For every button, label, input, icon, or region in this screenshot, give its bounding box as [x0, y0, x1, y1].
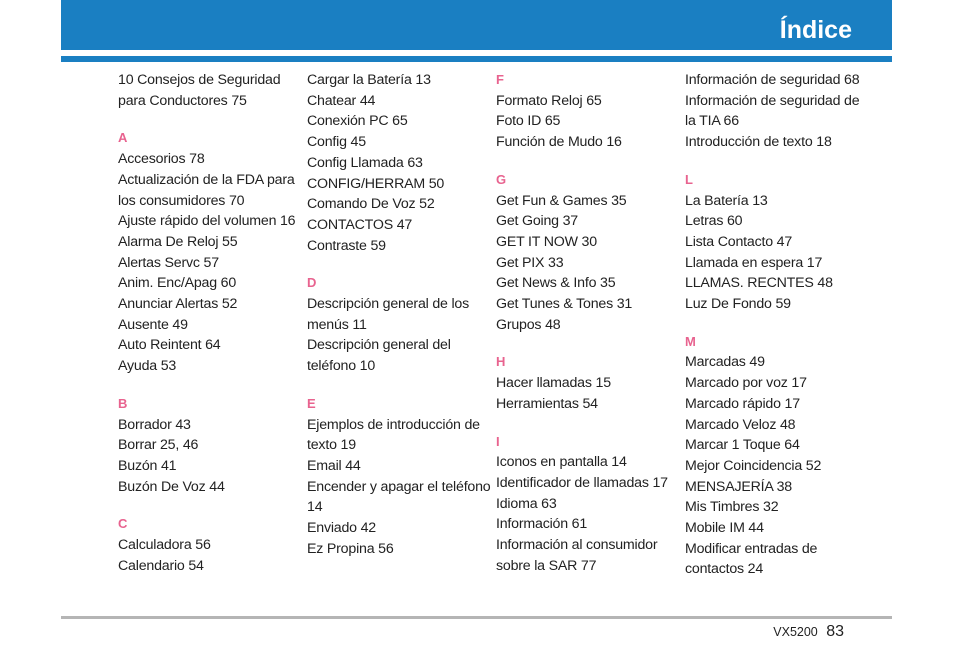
index-letter-heading: F — [496, 72, 504, 87]
index-entry: Email 44 — [307, 457, 361, 474]
index-letter-heading: C — [118, 516, 128, 532]
index-entry: Enviado 42 — [307, 520, 376, 537]
index-entry: Llamada en espera 17 — [685, 254, 823, 271]
index-letter-heading: B — [118, 395, 128, 411]
index-entry: Información 61 — [496, 516, 588, 533]
index-entry: Mobile IM 44 — [685, 520, 764, 537]
page-footer — [773, 623, 844, 641]
index-entry: Mis Timbres 32 — [685, 499, 779, 516]
index-entry: Auto Reintent 64 — [118, 337, 221, 354]
index-entry: Ez Propina 56 — [307, 540, 394, 557]
index-entry: Mejor Coincidencia 52 — [685, 457, 822, 474]
index-entry: Conexión PC 65 — [307, 113, 408, 130]
index-entry: Get PIX 33 — [496, 254, 564, 271]
index-entry: Buzón De Voz 44 — [118, 478, 225, 495]
index-letter-heading: D — [307, 275, 317, 291]
index-entry: Buzón 41 — [118, 457, 177, 474]
index-entry: Comando De Voz 52 — [307, 196, 435, 213]
index-entry: Función de Mudo 16 — [496, 134, 622, 151]
index-entry: Anim. Enc/Apag 60 — [118, 275, 237, 292]
index-entry: Config Llamada 63 — [307, 154, 423, 171]
index-letter-heading: A — [118, 130, 128, 146]
index-entry: Marcado por voz 17 — [685, 375, 807, 392]
index-entry: Borrar 25, 46 — [118, 437, 199, 454]
index-entry: Luz De Fondo 59 — [685, 296, 791, 313]
index-entry: Contraste 59 — [307, 237, 386, 254]
index-entry: La Batería 13 — [685, 192, 768, 209]
header-rule — [61, 56, 892, 62]
index-entry: Chatear 44 — [307, 92, 376, 109]
index-entry: Marcadas 49 — [685, 354, 765, 371]
index-entry: Alarma De Reloj 55 — [118, 233, 238, 250]
index-entry: Formato Reloj 65 — [496, 92, 602, 109]
index-entry: Información de seguridad de la TIA 66 — [685, 92, 860, 130]
index-entry: CONTACTOS 47 — [307, 216, 413, 233]
index-entry: Config 45 — [307, 134, 366, 151]
index-entry: Borrador 43 — [118, 416, 191, 433]
index-entry: Hacer llamadas 15 — [496, 375, 611, 392]
index-entry: Calculadora 56 — [118, 537, 211, 554]
index-entry: Lista Contacto 47 — [685, 233, 793, 250]
index-entry: GET IT NOW 30 — [496, 233, 597, 250]
index-entry: Get Fun & Games 35 — [496, 192, 627, 209]
index-entry: CONFIG/HERRAM 50 — [307, 175, 445, 192]
index-entry: 10 Consejos de Seguridad para Conductores 75 — [118, 72, 281, 109]
page-number: 83 — [826, 623, 844, 640]
index-entry: Ejemplos de introducción de texto 19 — [307, 416, 480, 454]
index-entry: Grupos 48 — [496, 316, 561, 333]
header-bar — [61, 0, 892, 50]
index-column-1 — [118, 70, 303, 576]
footer-rule — [61, 616, 892, 619]
index-entry: Cargar la Batería 13 — [307, 72, 431, 88]
index-entry: Foto ID 65 — [496, 113, 561, 130]
index-entry: Introducción de texto 18 — [685, 134, 832, 151]
index-entry: Accesorios 78 — [118, 151, 205, 168]
index-entry: Ajuste rápido del volumen 16 — [118, 213, 296, 230]
index-entry: Ayuda 53 — [118, 358, 177, 375]
index-entry: Descripción general del teléfono 10 — [307, 337, 451, 375]
model-name: VX5200 — [773, 625, 818, 639]
index-entry: Información de seguridad 68 — [685, 72, 860, 88]
index-entry: LLAMAS. RECNTES 48 — [685, 275, 833, 292]
index-letter-heading: I — [496, 433, 500, 449]
index-letter-heading: H — [496, 354, 506, 370]
index-entry: Actualización de la FDA para los consumidores 70 — [118, 171, 295, 209]
index-entry: Modificar entradas de contactos 24 — [685, 540, 818, 578]
index-letter-heading: L — [685, 171, 693, 187]
index-entry: Descripción general de los menús 11 — [307, 296, 469, 333]
index-entry: Alertas Servc 57 — [118, 254, 219, 271]
index-column-3 — [496, 70, 681, 576]
index-entry: Idioma 63 — [496, 495, 557, 512]
index-column-2 — [307, 70, 492, 559]
index-entry: Identificador de llamadas 17 — [496, 474, 668, 491]
index-entry: Iconos en pantalla 14 — [496, 454, 627, 471]
index-entry: Marcado Veloz 48 — [685, 416, 796, 433]
index-letter-heading: G — [496, 171, 506, 187]
index-entry: Herramientas 54 — [496, 395, 598, 412]
index-entry: Información al consumidor sobre la SAR 77 — [496, 537, 658, 574]
index-entry: Anunciar Alertas 52 — [118, 296, 238, 313]
index-entry: Marcado rápido 17 — [685, 395, 800, 412]
index-entry: Get News & Info 35 — [496, 275, 616, 292]
index-letter-heading: M — [685, 333, 696, 349]
index-entry: Encender y apagar el teléfono 14 — [307, 478, 491, 516]
index-entry: Ausente 49 — [118, 316, 188, 333]
index-entry: Calendario 54 — [118, 557, 204, 574]
index-entry: MENSAJERÍA 38 — [685, 478, 792, 495]
index-entry: Marcar 1 Toque 64 — [685, 437, 800, 454]
index-entry: Get Tunes & Tones 31 — [496, 296, 633, 313]
index-entry: Letras 60 — [685, 213, 743, 230]
index-letter-heading: E — [307, 395, 316, 411]
index-entry: Get Going 37 — [496, 213, 578, 230]
page-title: Índice — [779, 16, 852, 44]
index-column-4 — [685, 70, 870, 580]
